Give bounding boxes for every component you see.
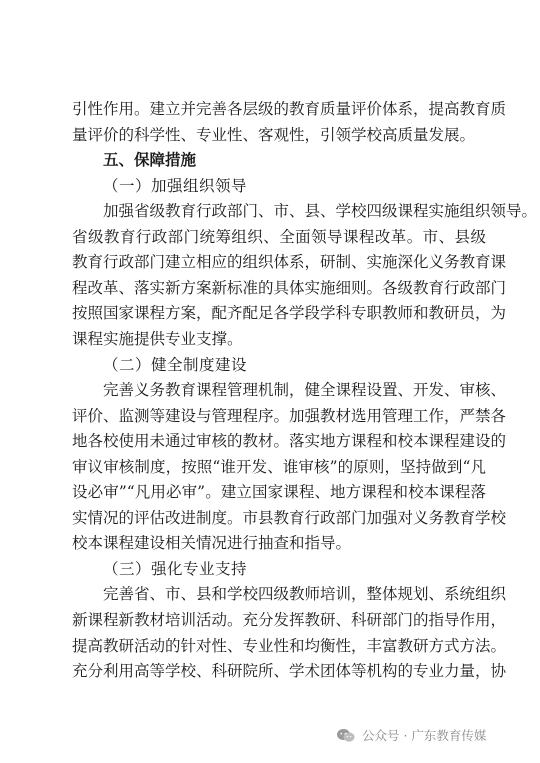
paragraph-line: 引性作用。建立并完善各层级的教育质量评价体系，提高教育质: [72, 100, 507, 118]
paragraph-line: 实情况的评估改进制度。市县教育行政部门加强对义务教育学校: [72, 508, 507, 527]
paragraph-line: 按照国家课程方案，配齐配足各学段学科专职教师和教研员，为: [72, 304, 507, 323]
paragraph-line: 加强省级教育行政部门、市、县、学校四级课程实施组织领导。: [103, 202, 538, 221]
paragraph-line: 量评价的科学性、专业性、客观性，引领学校高质量发展。: [72, 125, 476, 144]
paragraph-line: 校本课程建设相关情况进行抽查和指导。: [72, 534, 352, 553]
paragraph-line: 提高教研活动的针对性、专业性和均衡性，丰富教研方式方法。: [72, 636, 507, 655]
paragraph-line: 充分利用高等学校、科研院所、学术团体等机构的专业力量，协: [72, 662, 507, 681]
paragraph-line: 省级教育行政部门统筹组织、全面领导课程改革。市、县级: [72, 227, 486, 246]
paragraph-line: 教育行政部门建立相应的组织体系，研制、实施深化义务教育课: [72, 253, 507, 272]
wechat-icon: [336, 728, 356, 743]
paragraph-line: 程改革、落实新方案新标准的具体实施细则。各级教育行政部门: [72, 278, 507, 297]
paragraph-line: 设必审”“凡用必审”。建立国家课程、地方课程和校本课程落: [72, 483, 486, 502]
subsection-heading: （三）强化专业支持: [103, 559, 248, 578]
paragraph-line: 审议审核制度，按照“谁开发、谁审核”的原则，坚持做到“凡: [72, 457, 486, 476]
paragraph-line: 完善省、市、县和学校四级教师培训，整体规划、系统组织: [103, 585, 507, 604]
paragraph-line: 课程实施提供专业支撑。: [72, 329, 243, 348]
section-heading: 五、保障措施: [103, 151, 197, 170]
subsection-heading: （二）健全制度建设: [103, 355, 248, 374]
watermark-text: 公众号 · 广东教育传媒: [362, 728, 487, 743]
paragraph-line: 地各校使用未通过审核的教材。落实地方课程和校本课程建设的: [72, 432, 507, 451]
subsection-heading: （一）加强组织领导: [103, 176, 248, 195]
paragraph-line: 新课程新教材培训活动。充分发挥教研、科研部门的指导作用，: [72, 611, 507, 629]
watermark: [336, 724, 486, 746]
paragraph-line: 评价、监测等建设与管理程序。加强教材选用管理工作，严禁各: [72, 406, 507, 425]
paragraph-line: 完善义务教育课程管理机制，健全课程设置、开发、审核、: [103, 381, 507, 400]
